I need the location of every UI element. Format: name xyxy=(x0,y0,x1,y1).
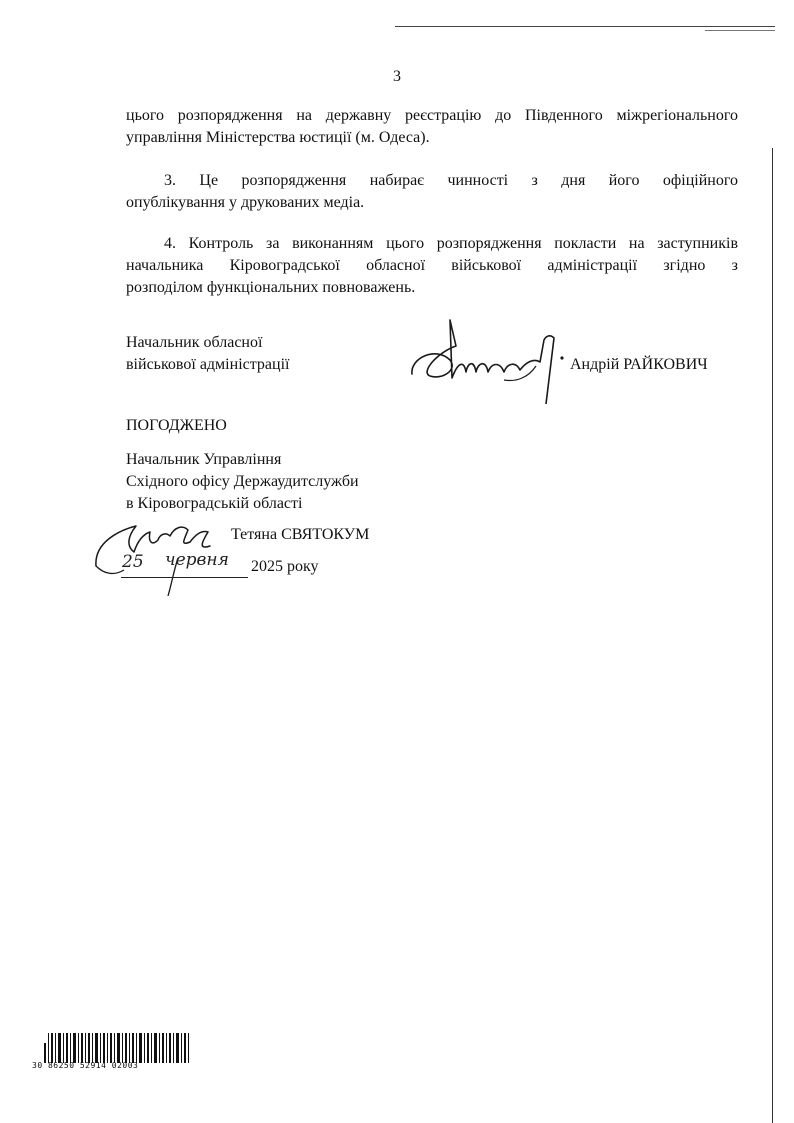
signature-head-icon xyxy=(408,318,568,404)
approval-line1: Начальник Управління xyxy=(126,451,282,468)
paragraph-registration xyxy=(126,105,738,149)
paragraph-line: начальника Кіровоградської обласної військової адміністрації згідно з xyxy=(126,257,738,274)
paragraph-line: управління Міністерства юстиції (м. Одеса). xyxy=(126,129,430,146)
approval-name: Тетяна СВЯТОКУМ xyxy=(231,526,370,543)
date-year: 2025 року xyxy=(251,558,319,575)
page-number: 3 xyxy=(393,68,401,85)
signatory-title-line2: військової адміністрації xyxy=(126,356,290,373)
date-underline xyxy=(121,577,248,578)
date-day: 25 xyxy=(122,552,144,572)
paragraph-line: 3. Це розпорядження набирає чинності з дня його офіційного xyxy=(164,172,738,189)
paragraph-line: 4. Контроль за виконанням цього розпорядження покласти на заступників xyxy=(164,235,738,252)
header-rule xyxy=(395,26,775,27)
paragraph-line: розподілом функціональних повноважень. xyxy=(126,279,416,296)
paragraph-line: цього розпорядження на державну реєстрацію до Південного міжрегіонального xyxy=(126,107,738,124)
signatory-title-line1: Начальник обласної xyxy=(126,334,263,351)
approval-line2: Східного офісу Держаудитслужби xyxy=(126,473,359,490)
barcode-number: 30 86250 52914 02003 xyxy=(32,1061,139,1070)
signatory-name: Андрій РАЙКОВИЧ xyxy=(570,356,708,373)
date-month: червня xyxy=(165,550,229,570)
paragraph-control xyxy=(126,233,738,299)
paragraph-line: опублікування у друкованих медіа. xyxy=(126,194,365,211)
approval-heading: ПОГОДЖЕНО xyxy=(126,417,227,434)
paragraph-effective xyxy=(126,170,738,214)
approval-line3: в Кіровоградській області xyxy=(126,495,303,512)
header-rule-secondary xyxy=(705,30,775,31)
page-edge-line xyxy=(772,148,773,1123)
